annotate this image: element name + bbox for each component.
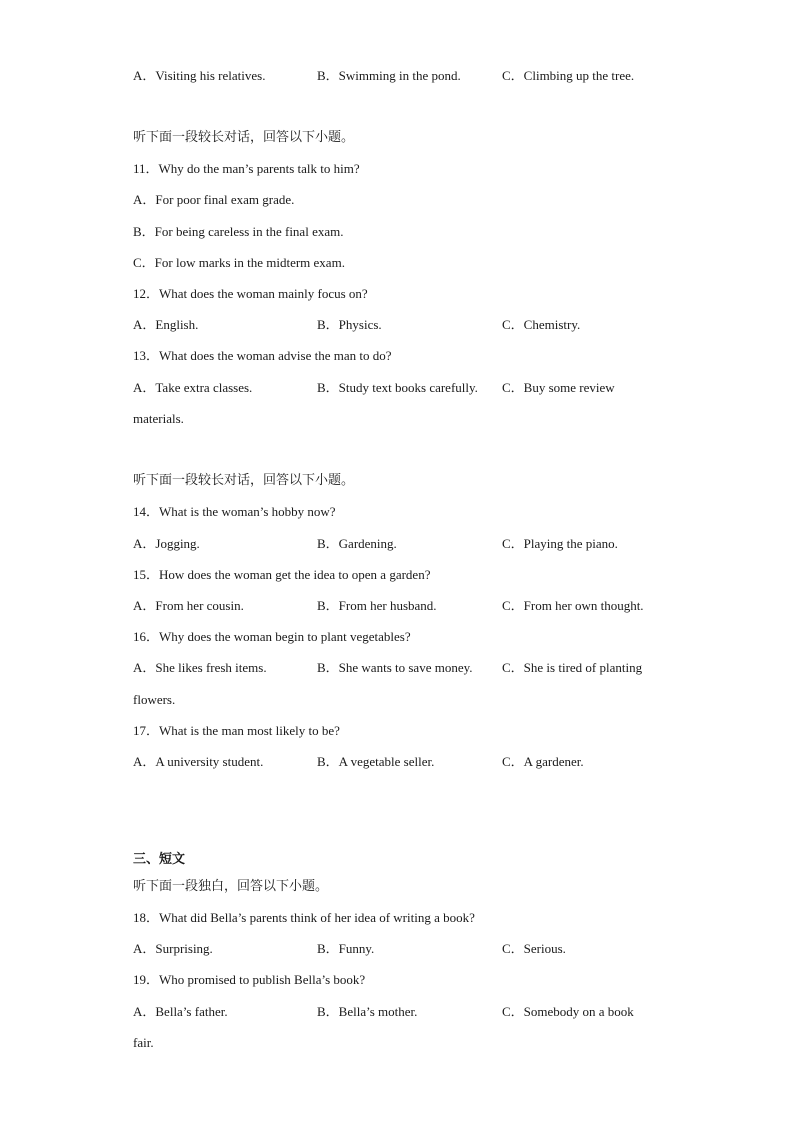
group2-instruction: 听下面一段较长对话，回答以下小题。 bbox=[133, 473, 355, 488]
q16-options bbox=[0, 660, 794, 676]
q18-options bbox=[0, 941, 794, 957]
q13-option-c[interactable]: C．Buy some review bbox=[502, 380, 615, 395]
q10-options bbox=[0, 68, 794, 84]
q17-option-b[interactable]: B．A vegetable seller. bbox=[317, 754, 435, 769]
q13-options bbox=[0, 380, 794, 396]
q14-option-a[interactable]: A．Jogging. bbox=[133, 536, 200, 551]
q14-options bbox=[0, 536, 794, 552]
group1-instruction: 听下面一段较长对话，回答以下小题。 bbox=[133, 130, 355, 145]
q11-option-c[interactable]: C．For low marks in the midterm exam. bbox=[133, 255, 345, 270]
q19-option-c-continued: fair. bbox=[133, 1035, 154, 1050]
q11-stem: 11．Why do the man’s parents talk to him? bbox=[133, 161, 360, 176]
q18-option-a[interactable]: A．Surprising. bbox=[133, 941, 213, 956]
q18-stem: 18．What did Bella’s parents think of her idea of writing a book? bbox=[133, 910, 475, 925]
q14-option-c[interactable]: C．Playing the piano. bbox=[502, 536, 618, 551]
q14-option-b[interactable]: B．Gardening. bbox=[317, 536, 397, 551]
q11-option-b[interactable]: B．For being careless in the final exam. bbox=[133, 224, 344, 239]
q17-options bbox=[0, 754, 794, 770]
q19-option-a[interactable]: A．Bella’s father. bbox=[133, 1004, 228, 1019]
q10-option-b[interactable]: B．Swimming in the pond. bbox=[317, 68, 461, 83]
q16-option-b[interactable]: B．She wants to save money. bbox=[317, 660, 473, 675]
q15-option-a[interactable]: A．From her cousin. bbox=[133, 598, 244, 613]
q14-stem: 14．What is the woman’s hobby now? bbox=[133, 504, 336, 519]
q12-option-b[interactable]: B．Physics. bbox=[317, 317, 382, 332]
q19-stem: 19．Who promised to publish Bella’s book? bbox=[133, 972, 366, 987]
section3-title: 三、短文 bbox=[133, 852, 186, 867]
q17-stem: 17．What is the man most likely to be? bbox=[133, 723, 340, 738]
q18-option-c[interactable]: C．Serious. bbox=[502, 941, 566, 956]
q16-option-c[interactable]: C．She is tired of planting bbox=[502, 660, 643, 675]
q17-option-c[interactable]: C．A gardener. bbox=[502, 754, 584, 769]
q11-option-a[interactable]: A．For poor final exam grade. bbox=[133, 192, 295, 207]
q19-options bbox=[0, 1004, 794, 1020]
q12-option-a[interactable]: A．English. bbox=[133, 317, 199, 332]
q16-option-a[interactable]: A．She likes fresh items. bbox=[133, 660, 267, 675]
q12-options bbox=[0, 317, 794, 333]
q10-option-a[interactable]: A．Visiting his relatives. bbox=[133, 68, 266, 83]
q17-option-a[interactable]: A．A university student. bbox=[133, 754, 264, 769]
q13-option-c-continued: materials. bbox=[133, 411, 184, 426]
q19-option-b[interactable]: B．Bella’s mother. bbox=[317, 1004, 418, 1019]
q16-option-c-continued: flowers. bbox=[133, 692, 176, 707]
q15-options bbox=[0, 598, 794, 614]
q12-stem: 12．What does the woman mainly focus on? bbox=[133, 286, 368, 301]
q13-option-b[interactable]: B．Study text books carefully. bbox=[317, 380, 478, 395]
q16-stem: 16．Why does the woman begin to plant vegetables? bbox=[133, 629, 411, 644]
section3-instruction: 听下面一段独白，回答以下小题。 bbox=[133, 879, 329, 894]
q12-option-c[interactable]: C．Chemistry. bbox=[502, 317, 581, 332]
q18-option-b[interactable]: B．Funny. bbox=[317, 941, 375, 956]
q15-stem: 15．How does the woman get the idea to open a garden? bbox=[133, 567, 431, 582]
q13-option-a[interactable]: A．Take extra classes. bbox=[133, 380, 253, 395]
q15-option-c[interactable]: C．From her own thought. bbox=[502, 598, 644, 613]
q13-stem: 13．What does the woman advise the man to do? bbox=[133, 348, 392, 363]
q15-option-b[interactable]: B．From her husband. bbox=[317, 598, 437, 613]
q19-option-c[interactable]: C．Somebody on a book bbox=[502, 1004, 634, 1019]
q10-option-c[interactable]: C．Climbing up the tree. bbox=[502, 68, 635, 83]
